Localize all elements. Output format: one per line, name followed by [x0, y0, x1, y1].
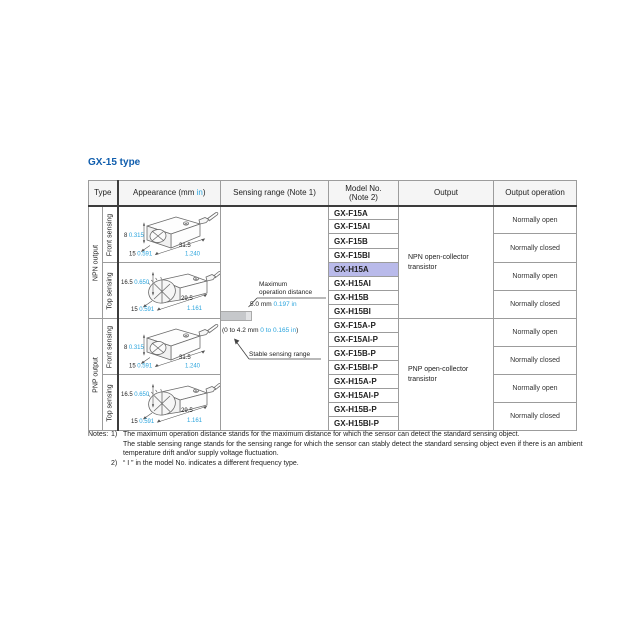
note-1	[88, 430, 608, 459]
note-2-text: “ I ” in the model No. indicates a different frequency type.	[123, 459, 299, 467]
appearance-cell	[118, 375, 221, 431]
svg-text:16.50.650: 16.5 0.650	[120, 280, 149, 286]
stable-range-close: )	[296, 327, 299, 334]
page-title: GX-15 type	[88, 157, 141, 168]
svg-text:29.5: 29.5	[180, 408, 193, 414]
max-distance-value	[250, 301, 297, 308]
model-cell[interactable]: GX-F15A-P	[329, 319, 399, 333]
type-sub-cell	[103, 319, 118, 375]
note-1-number: 1)	[111, 431, 118, 438]
sensing-bar-tip	[246, 312, 251, 320]
svg-text:150.591: 15 0.591	[130, 419, 154, 425]
header-row	[89, 181, 577, 207]
sensor-front-drawing	[119, 319, 221, 374]
sensor-top-drawing-icon	[119, 263, 221, 318]
svg-text:80.315: 8 0.315	[123, 233, 144, 239]
type-group-label: NPN output	[92, 244, 99, 281]
svg-text:150.591: 15 0.591	[128, 251, 152, 258]
output-operation-cell: Normally open	[494, 375, 577, 403]
svg-text:80.315: 8 0.315	[123, 345, 144, 351]
spec-table	[88, 180, 577, 431]
output-operation-cell: Normally open	[494, 263, 577, 291]
type-sub-cell	[103, 206, 118, 263]
type-group-cell-pnp	[89, 319, 103, 431]
column-header-appearance	[118, 181, 221, 207]
sensor-front-drawing-icon	[119, 207, 221, 262]
type-sub-cell	[103, 263, 118, 319]
column-header-type: Type	[89, 181, 118, 207]
svg-text:1.161: 1.161	[186, 418, 202, 424]
note-2-number: 2)	[111, 459, 118, 467]
column-header-model-no	[329, 181, 399, 207]
model-cell[interactable]: GX-F15BI-P	[329, 361, 399, 375]
table-row	[89, 319, 577, 333]
notes-section	[88, 430, 608, 469]
column-header-sensing-range: Sensing range (Note 1)	[221, 181, 329, 207]
stable-range-mm: (0 to 4.2 mm	[222, 327, 261, 334]
model-cell[interactable]: GX-H15B	[329, 290, 399, 305]
notes-label: Notes:	[88, 431, 109, 438]
table-row	[89, 263, 577, 277]
svg-text:31.5: 31.5	[178, 355, 191, 361]
model-cell[interactable]: GX-F15B-P	[329, 346, 399, 361]
note-1-line3: temperature drift and/or supply voltage fluctuation.	[123, 450, 279, 458]
max-operation-label-line1: Maximum	[259, 281, 288, 288]
model-cell[interactable]: GX-F15BI	[329, 249, 399, 263]
output-operation-cell: Normally open	[494, 206, 577, 234]
output-operation-cell: Normally closed	[494, 402, 577, 430]
sensor-top-drawing	[119, 375, 221, 430]
type-sub-cell	[103, 375, 118, 431]
type-sub-label: Top sensing	[106, 383, 114, 422]
appearance-cell	[118, 263, 221, 319]
sensing-bar	[221, 311, 252, 321]
model-cell[interactable]: GX-H15BI-P	[329, 417, 399, 431]
column-header-output-operation: Output operation	[494, 181, 577, 207]
sensor-top-drawing	[119, 263, 221, 318]
column-header-output: Output	[399, 181, 494, 207]
max-operation-label-line2: operation distance	[259, 289, 313, 296]
sensor-front-drawing	[119, 207, 221, 262]
output-operation-cell: Normally closed	[494, 346, 577, 374]
type-sub-label: Front sensing	[106, 213, 114, 256]
note-2-body	[123, 459, 608, 469]
note-1-body	[123, 430, 608, 459]
output-cell-npn: NPN open-collector transistor	[399, 206, 494, 319]
type-group-cell-npn	[89, 206, 103, 319]
model-cell[interactable]: GX-H15B-P	[329, 402, 399, 417]
output-cell-pnp: PNP open-collector transistor	[399, 319, 494, 431]
type-sub-label: Front sensing	[106, 325, 114, 368]
sensing-range-diagram	[221, 207, 328, 430]
svg-text:31.5: 31.5	[178, 243, 191, 249]
sensor-front-drawing-icon	[119, 319, 221, 374]
max-distance-mm: 5.0 mm	[250, 301, 272, 308]
svg-text:1.240: 1.240	[184, 251, 200, 258]
stable-range-value	[222, 327, 298, 334]
svg-text:150.591: 15 0.591	[130, 307, 154, 313]
stable-range-in: 0 to 0.165 in	[260, 327, 297, 334]
sensor-top-drawing-icon	[119, 375, 221, 430]
sensing-range-cell	[221, 206, 329, 431]
model-cell[interactable]: GX-F15B	[329, 234, 399, 249]
model-header-line1: Model No.	[345, 183, 382, 193]
svg-text:150.591: 15 0.591	[128, 363, 152, 370]
appearance-cell	[118, 206, 221, 263]
appearance-header-suffix: )	[202, 188, 206, 198]
output-operation-cell: Normally closed	[494, 234, 577, 263]
model-header-line2: (Note 2)	[349, 193, 378, 202]
model-cell[interactable]: GX-H15AI	[329, 276, 399, 290]
model-cell[interactable]: GX-H15BI	[329, 305, 399, 319]
note-1-line2: The stable sensing range stands for the sensing range for which the sensor can stably detect the standard sensing object even if there is an ambient	[123, 440, 583, 448]
appearance-header-text: Appearance (mm	[133, 188, 197, 198]
stable-range-label: Stable sensing range	[249, 351, 311, 358]
output-operation-cell: Normally open	[494, 319, 577, 347]
model-cell[interactable]: GX-H15AI-P	[329, 388, 399, 402]
model-cell[interactable]: GX-F15AI-P	[329, 332, 399, 346]
table-row	[89, 206, 577, 220]
note-2	[88, 459, 608, 469]
table-row	[89, 375, 577, 389]
svg-text:29.5: 29.5	[180, 296, 193, 302]
appearance-cell	[118, 319, 221, 375]
svg-text:16.50.650: 16.5 0.650	[120, 392, 149, 398]
appearance-header-in: in	[196, 188, 203, 198]
output-operation-cell: Normally closed	[494, 290, 577, 318]
model-cell-highlight[interactable]: GX-H15A	[329, 263, 399, 277]
type-sub-label: Top sensing	[106, 271, 114, 310]
model-cell[interactable]: GX-F15A	[329, 206, 399, 220]
max-distance-in: 0.197 in	[273, 301, 297, 308]
model-cell[interactable]: GX-F15AI	[329, 220, 399, 234]
svg-text:1.161: 1.161	[186, 306, 202, 312]
svg-text:1.240: 1.240	[184, 363, 200, 370]
type-group-label: PNP output	[92, 356, 99, 393]
note-1-line1: The maximum operation distance stands for the maximum distance for which the sensor can detect the standard sensing object.	[123, 431, 520, 438]
model-cell[interactable]: GX-H15A-P	[329, 375, 399, 389]
